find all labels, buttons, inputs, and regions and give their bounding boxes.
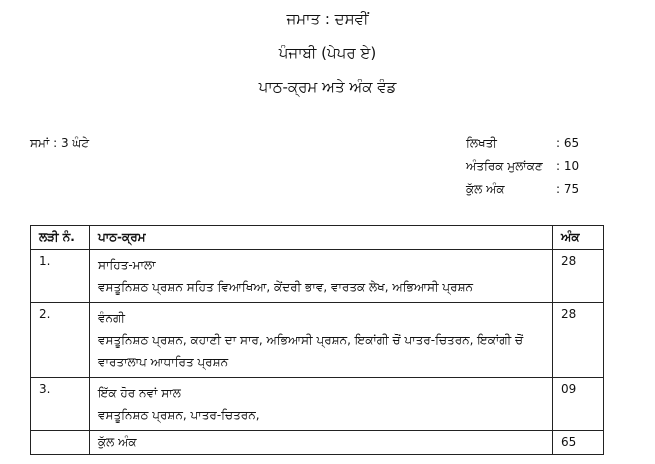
row-content [90,303,553,378]
row-detail: ਵਸਤੂਨਿਸ਼ਠ ਪ੍ਰਸ਼ਨ ਸਹਿਤ ਵਿਆਖਿਆ, ਕੇਂਦਰੀ ਭਾਵ, ਵਾਰਤਕ ਲੇਖ, ਅਭਿਆਸੀ ਪ੍ਰਸ਼ਨ [98,280,474,294]
table-row [31,250,604,303]
internal-marks [466,159,636,174]
table-total-row [31,431,604,455]
written-marks [466,136,636,151]
total-row-label: ਕੁੱਲ ਅੰਕ [90,431,553,455]
total-value: : 75 [556,182,580,196]
total-marks [466,182,636,197]
total-label: ਕੁੱਲ ਅੰਕ [466,182,505,196]
syllabus-table [30,225,604,455]
total-row-marks: 65 [553,431,604,455]
syllabus-title: ਪਾਠ-ਕ੍ਰਮ ਅਤੇ ਅੰਕ ਵੰਡ [258,78,397,96]
table-row [31,378,604,431]
row-title: ਸਾਹਿਤ-ਮਾਲਾ [98,258,156,272]
header-syllabus: ਪਾਠ-ਕ੍ਰਮ [90,226,553,250]
table-header-row [31,226,604,250]
header-marks: ਅੰਕ [553,226,604,250]
written-label: ਲਿਖਤੀ [466,136,497,150]
row-title: ਇੱਕ ਹੋਰ ਨਵਾਂ ਸਾਲ [98,386,181,400]
row-content [90,378,553,431]
row-serial: 3. [31,378,90,431]
row-detail: ਵਸਤੂਨਿਸ਼ਠ ਪ੍ਰਸ਼ਨ, ਪਾਤਰ-ਚਿਤਰਨ, [98,408,260,422]
table-row [31,303,604,378]
row-title: ਵੰਨਗੀ [98,311,125,325]
row-marks: 28 [553,303,604,378]
row-marks: 28 [553,250,604,303]
subject-heading: ਪੰਜਾਬੀ (ਪੇਪਰ ਏ) [278,44,377,62]
row-marks: 09 [553,378,604,431]
row-content [90,250,553,303]
internal-label: ਅੰਤਰਿਕ ਮੁਲਾਂਕਣ [466,159,543,173]
internal-value: : 10 [556,159,580,173]
row-serial: 2. [31,303,90,378]
row-detail: ਵਸਤੂਨਿਸ਼ਠ ਪ੍ਰਸ਼ਨ, ਕਹਾਣੀ ਦਾ ਸਾਰ, ਅਭਿਆਸੀ ਪ੍ਰਸ਼ਨ, ਇਕਾਂਗੀ ਚੋਂ ਪਾਤਰ-ਚਿਤਰਨ, ਇਕਾਂਗੀ ਚੋਂ ਵਾਰਤਾਲਾਪ ਆਧਾਰਿਤ ਪ੍ਰਸ਼ਨ [98,333,524,369]
class-heading: ਜਮਾਤ : ਦਸਵੀਂ [286,10,369,28]
exam-time: ਸਮਾਂ : 3 ਘੰਟੇ [30,136,90,150]
row-serial: 1. [31,250,90,303]
written-value: : 65 [556,136,580,150]
header-serial: ਲੜੀ ਨੰ. [31,226,90,250]
total-serial-cell [31,431,90,455]
